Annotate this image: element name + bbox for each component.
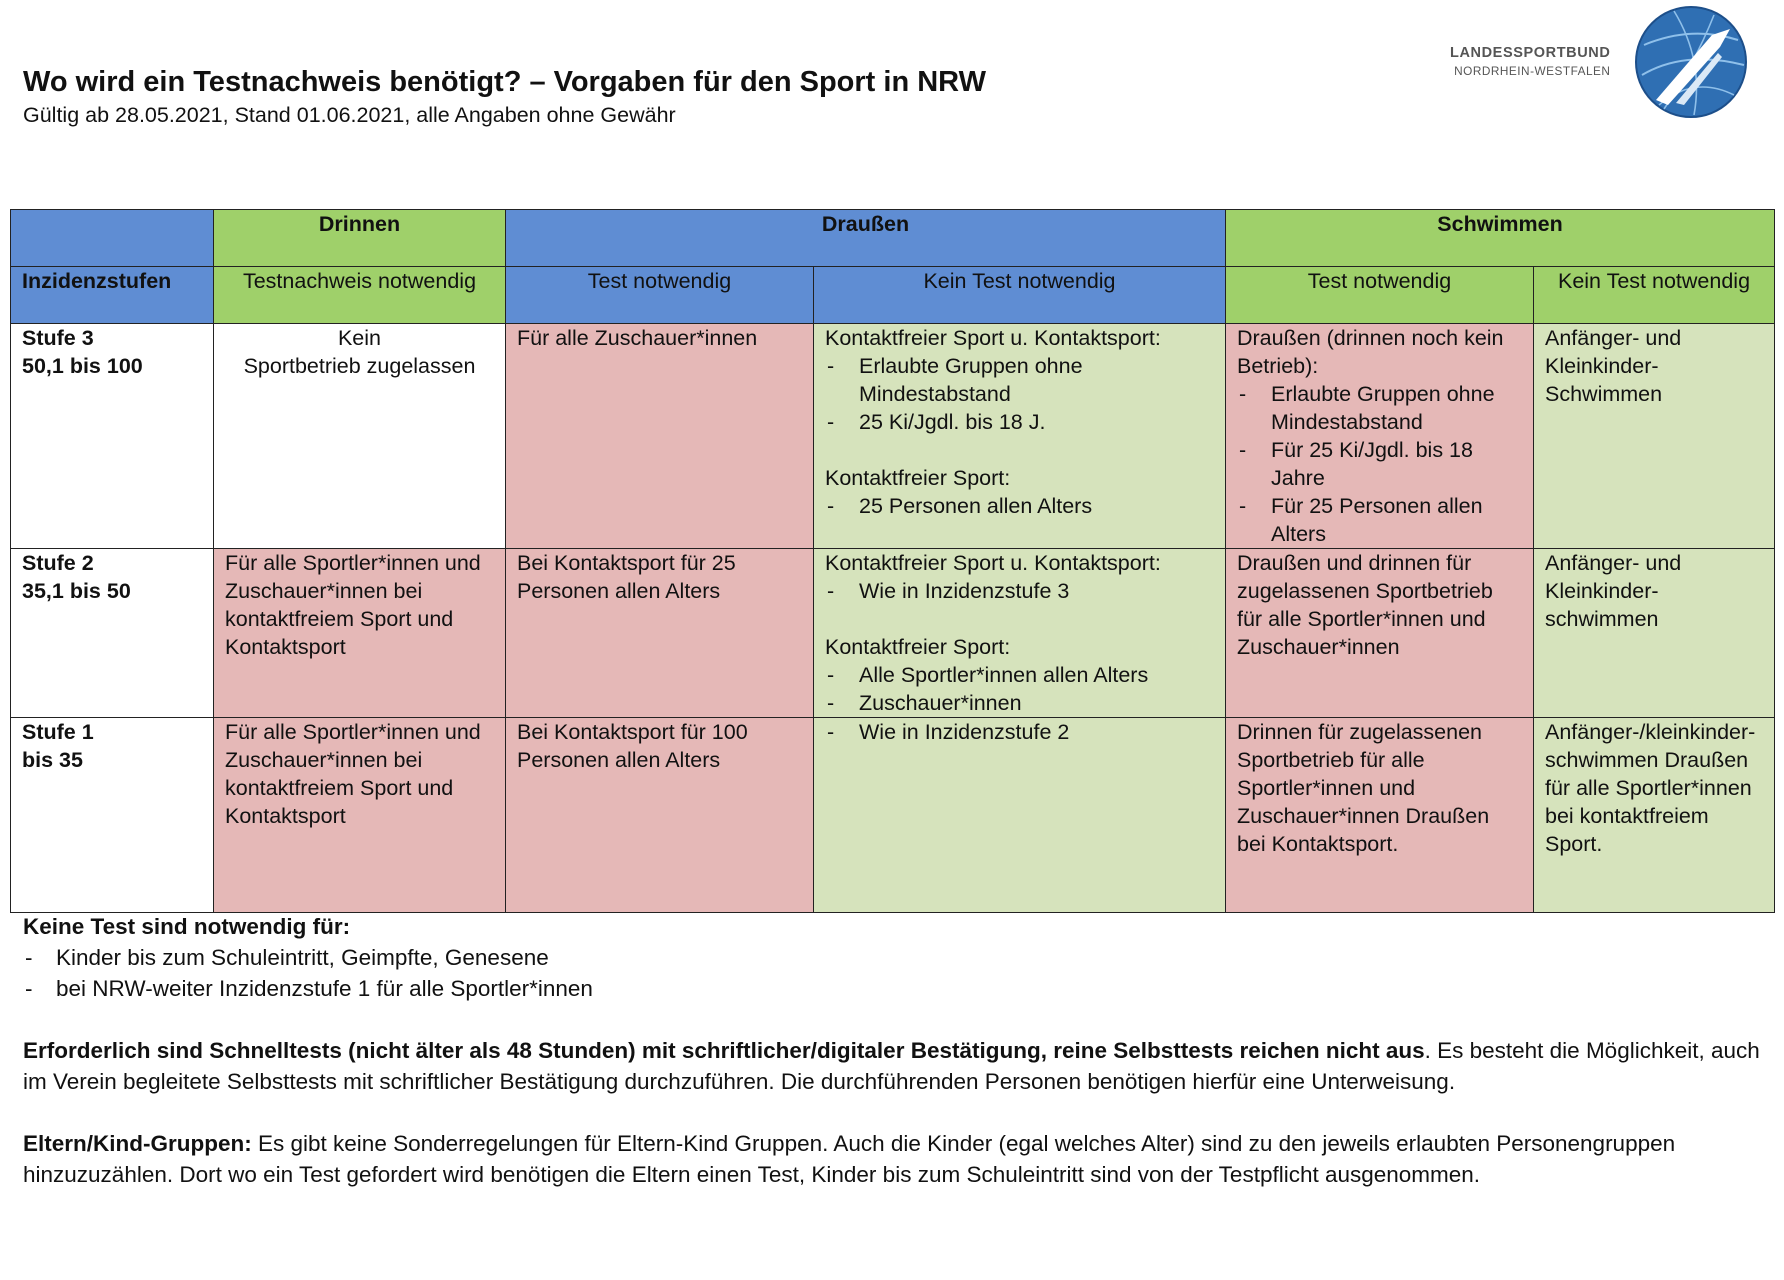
list-item: - Erlaubte Gruppen ohne Mindestabstand	[1237, 380, 1522, 436]
cell-heading: Kontaktfreier Sport:	[825, 466, 1011, 490]
list-item: - 25 Personen allen Alters	[825, 492, 1214, 520]
schwimmen-test-cell	[1226, 324, 1534, 549]
list-item: - Zuschauer*innen	[825, 689, 1214, 717]
group-header-row	[11, 210, 1775, 267]
list-item: - Alle Sportler*innen allen Alters	[825, 661, 1214, 689]
list-item: - bei NRW-weiter Inzidenzstufe 1 für alle Sportler*innen	[23, 973, 1763, 1004]
schnelltest-text: . Es besteht die Möglichkeit, auch im Verein begleitete Selbsttests mit schriftlicher Bestätigung durchzuführen. Die durchführenden Personen benötigen hierfür eine Unterweisung.	[23, 1038, 1760, 1094]
corner-cell	[11, 210, 214, 267]
incidence-table	[10, 209, 1775, 913]
eltern-kind-bold: Eltern/Kind-Gruppen:	[23, 1131, 252, 1156]
eltern-kind-text: Es gibt keine Sonderregelungen für Eltern-Kind Gruppen. Auch die Kinder (egal welches Alter) sind zu den jeweils erlaubten Personengruppen hinzuzuzählen. Dort wo ein Test gefordert wird benötigen die Eltern einen Test, Kinder bis zum Schuleintritt sind von der Testpflicht ausgenommen.	[23, 1131, 1676, 1187]
table-row	[11, 549, 1775, 718]
schwimmen-no-test-cell: Anfänger- und Kleinkinder-Schwimmen	[1534, 324, 1775, 549]
page-title: Wo wird ein Testnachweis benötigt? – Vorgaben für den Sport in NRW	[23, 66, 986, 98]
schwimmen-test-cell: Drinnen für zugelassenen Sportbetrieb für alle Sportler*innen und Zuschauer*innen Draußen bei Kontaktsport.	[1226, 718, 1534, 913]
subheader-row	[11, 267, 1775, 324]
drinnen-cell: Für alle Sportler*innen und Zuschauer*innen bei kontaktfreiem Sport und Kontaktsport	[214, 549, 506, 718]
stufe-name: Stufe 1	[22, 720, 94, 744]
cell-heading: Kontaktfreier Sport:	[825, 635, 1011, 659]
schwimmen-no-test-cell: Anfänger- und Kleinkinder-schwimmen	[1534, 549, 1775, 718]
logo-emblem-icon	[1634, 5, 1748, 119]
group-schwimmen: Schwimmen	[1226, 210, 1775, 267]
stufe-cell	[11, 718, 214, 913]
draussen-test-cell: Bei Kontaktsport für 25 Personen allen Alters	[506, 549, 814, 718]
eltern-kind-paragraph	[23, 1128, 1763, 1190]
group-drinnen: Drinnen	[214, 210, 506, 267]
draussen-test-header: Test notwendig	[506, 267, 814, 324]
schwimmen-no-test-cell: Anfänger-/kleinkinder-schwimmen Draußen für alle Sportler*innen bei kontaktfreiem Sport.	[1534, 718, 1775, 913]
list-item: - Kinder bis zum Schuleintritt, Geimpfte, Genesene	[23, 942, 1763, 973]
draussen-no-test-cell	[814, 549, 1226, 718]
schnelltest-bold: Erforderlich sind Schnelltests (nicht älter als 48 Stunden) mit schriftlicher/digitaler Bestätigung, reine Selbsttests reichen nicht aus	[23, 1038, 1425, 1063]
stufe-cell	[11, 549, 214, 718]
list-item: - Erlaubte Gruppen ohne Mindestabstand	[825, 352, 1214, 408]
table-row	[11, 718, 1775, 913]
table-row	[11, 324, 1775, 549]
group-draussen: Draußen	[506, 210, 1226, 267]
draussen-no-test-header: Kein Test notwendig	[814, 267, 1226, 324]
draussen-test-cell: Für alle Zuschauer*innen	[506, 324, 814, 549]
cell-heading: Kontaktfreier Sport u. Kontaktsport:	[825, 551, 1161, 575]
list-item: - Wie in Inzidenzstufe 2	[825, 718, 1214, 746]
notes-section	[23, 911, 1763, 1190]
schwimmen-test-header: Test notwendig	[1226, 267, 1534, 324]
schnelltest-paragraph	[23, 1035, 1763, 1097]
logo-text	[1450, 45, 1610, 78]
draussen-no-test-cell	[814, 324, 1226, 549]
list-item: - Wie in Inzidenzstufe 3	[825, 577, 1214, 605]
drinnen-cell	[214, 324, 506, 549]
draussen-test-cell: Bei Kontaktsport für 100 Personen allen Alters	[506, 718, 814, 913]
logo-line-1: LANDESSPORTBUND	[1450, 45, 1611, 61]
stufe-name: Stufe 3	[22, 326, 94, 350]
drinnen-line: Sportbetrieb zugelassen	[243, 354, 476, 378]
notes-heading: Keine Test sind notwendig für:	[23, 914, 351, 939]
stufe-range: 35,1 bis 50	[22, 579, 131, 603]
stufe-cell	[11, 324, 214, 549]
list-item: - Für 25 Personen allen Alters	[1237, 492, 1522, 548]
stufe-name: Stufe 2	[22, 551, 94, 575]
cell-intro: Draußen (drinnen noch kein Betrieb):	[1237, 326, 1504, 378]
list-item: - Für 25 Ki/Jgdl. bis 18 Jahre	[1237, 436, 1522, 492]
stufe-range: 50,1 bis 100	[22, 354, 143, 378]
schwimmen-no-test-header: Kein Test notwendig	[1534, 267, 1775, 324]
inzidenzstufen-label: Inzidenzstufen	[11, 267, 214, 324]
logo-line-2: NORDRHEIN-WESTFALEN	[1454, 64, 1611, 78]
drinnen-test-header: Testnachweis notwendig	[214, 267, 506, 324]
page-subtitle: Gültig ab 28.05.2021, Stand 01.06.2021, alle Angaben ohne Gewähr	[23, 103, 676, 127]
schwimmen-test-cell: Draußen und drinnen für zugelassenen Sportbetrieb für alle Sportler*innen und Zuschauer*innen	[1226, 549, 1534, 718]
drinnen-cell: Für alle Sportler*innen und Zuschauer*innen bei kontaktfreiem Sport und Kontaktsport	[214, 718, 506, 913]
draussen-no-test-cell	[814, 718, 1226, 913]
list-item: - 25 Ki/Jgdl. bis 18 J.	[825, 408, 1214, 436]
drinnen-line: Kein	[337, 326, 382, 350]
stufe-range: bis 35	[22, 748, 83, 772]
cell-heading: Kontaktfreier Sport u. Kontaktsport:	[825, 326, 1161, 350]
